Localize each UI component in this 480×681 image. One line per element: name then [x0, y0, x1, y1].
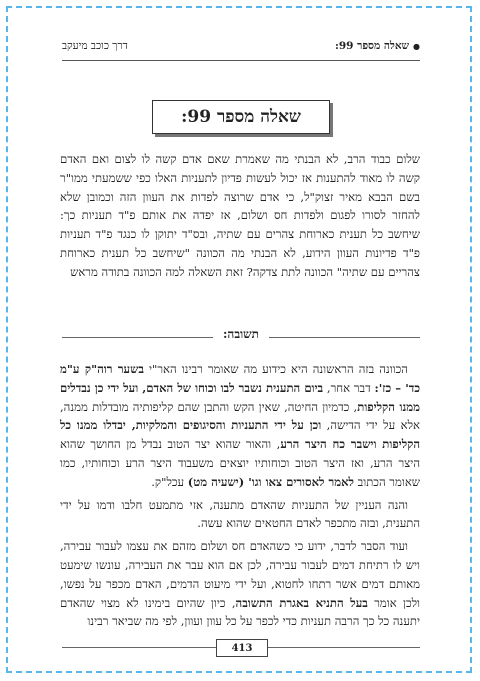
answer-text: הכוונה בזה הראשונה היא כידוע מה שאומר רבינו האר"י [143, 362, 408, 376]
running-header [62, 40, 420, 58]
answer-text: עכל"ק. [151, 474, 188, 489]
header-divider [62, 60, 420, 61]
answer-bold-text: ביום התענית נשבר לבו וכוחו של האדם, ועל ידי כן נבדלים ממנו הקליפות [60, 380, 420, 414]
answer-heading [62, 327, 420, 344]
answer-text: , כדמיון החיטה, שאין הקש והתבן שהם קליפותיה מובדלות ממנה, אלא על ידי הדישה, [60, 399, 420, 433]
answer-paragraph-3 [60, 537, 420, 631]
answer-bold-text: בעל התניא באגרת התשובה [235, 595, 368, 610]
header-question-title [335, 40, 420, 52]
answer-text: דבר אחר, [323, 380, 375, 395]
answer-body [60, 360, 420, 635]
header-book-title: דרך כוכב מיעקב [62, 40, 128, 52]
question-title-box [152, 100, 330, 134]
answer-bold-text: בשער רוה"ק ע"מ כד' – כז': [60, 362, 420, 395]
header-right-text: שאלה מספר 99: [334, 40, 410, 52]
answer-paragraph-1 [60, 360, 420, 492]
question-title: שאלה מספר 99: [181, 107, 301, 127]
answer-bold-text: וכן על ידי התעניות והסיגופים והמלקיות, יבדלו ממנו כל הקליפות וישבר כח היצר הרע [60, 418, 420, 452]
page-number: 413 [216, 639, 268, 657]
answer-text: ועוד הסבר לדבר, ידוע כי כשהאדם חס ושלום מזהם את עצמו לעבור עבירה, ויש לו רתיחת דמים לעבור עבירה, לכן אם הוא עבר את העבירה, עונשו שימעט מאותם דמים אשר רתחו לחטוא, ועל ידי מיעוט הדמים, האדם מכפר על נפשו, ולכן אומר [60, 539, 421, 610]
answer-label: תשובה: [213, 327, 269, 342]
question-paragraph: שלום כבוד הרב, לא הבנתי מה שאמרת שאם אדם קשה לו לצום ואם האדם קשה לו מאוד להתענות אז יכול לעשות פדיון לתעניות האלו כפי ששמעתי ממו"ר בשם הבבא מאיר זצוק"ל, כי אדם שרוצה לפדות את העוון הזה וכמובן שלא להחזר לסורו לפגום ולפדות חס ושלום, אז יפדה את אותם פ"ד תעניות כך: שיחשב כל תענית כארוחת צהרים עם שתיה, ובס"ד יתוקן לו כנגד פ"ד תעניות פ"ד פדיונות העוון הידוע, לא הבנתי מה הכוונה "שיחשב כל תענית כארוחת צהריים עם שתיה" הכוונה לתת צדקה? זאת השאלה למה הכוונה בתודה מראש [60, 152, 420, 279]
page-footer [62, 637, 420, 657]
answer-text: , והאור שהוא יצר הטוב נבדל מן החושך שהוא היצר הרע, ואז היצר הטוב וכוחותיו יוצאים משעבוד היצר הרע וכוחותיו, כמו שאומר הכתוב [60, 437, 420, 489]
answer-bold-text: לאמר לאסורים צאו וגו' (ישעיה מט) [187, 474, 354, 489]
answer-paragraph-2: והנה העניין של התעניות שהאדם מתענה, אזי מתמעט חלבו ודמו על ידי התענית, ובזה מתכפר לאדם החטאים שהוא עשה. [60, 497, 420, 531]
header-bullet-icon: ● [413, 41, 420, 51]
answer-text: , כיון שהיום בימינו לא מצוי שהאדם יתענה כל כך הרבה תעניות כדי לכפר על כל עוון ועוון, לפי מה שביאר רבינו [60, 595, 420, 629]
